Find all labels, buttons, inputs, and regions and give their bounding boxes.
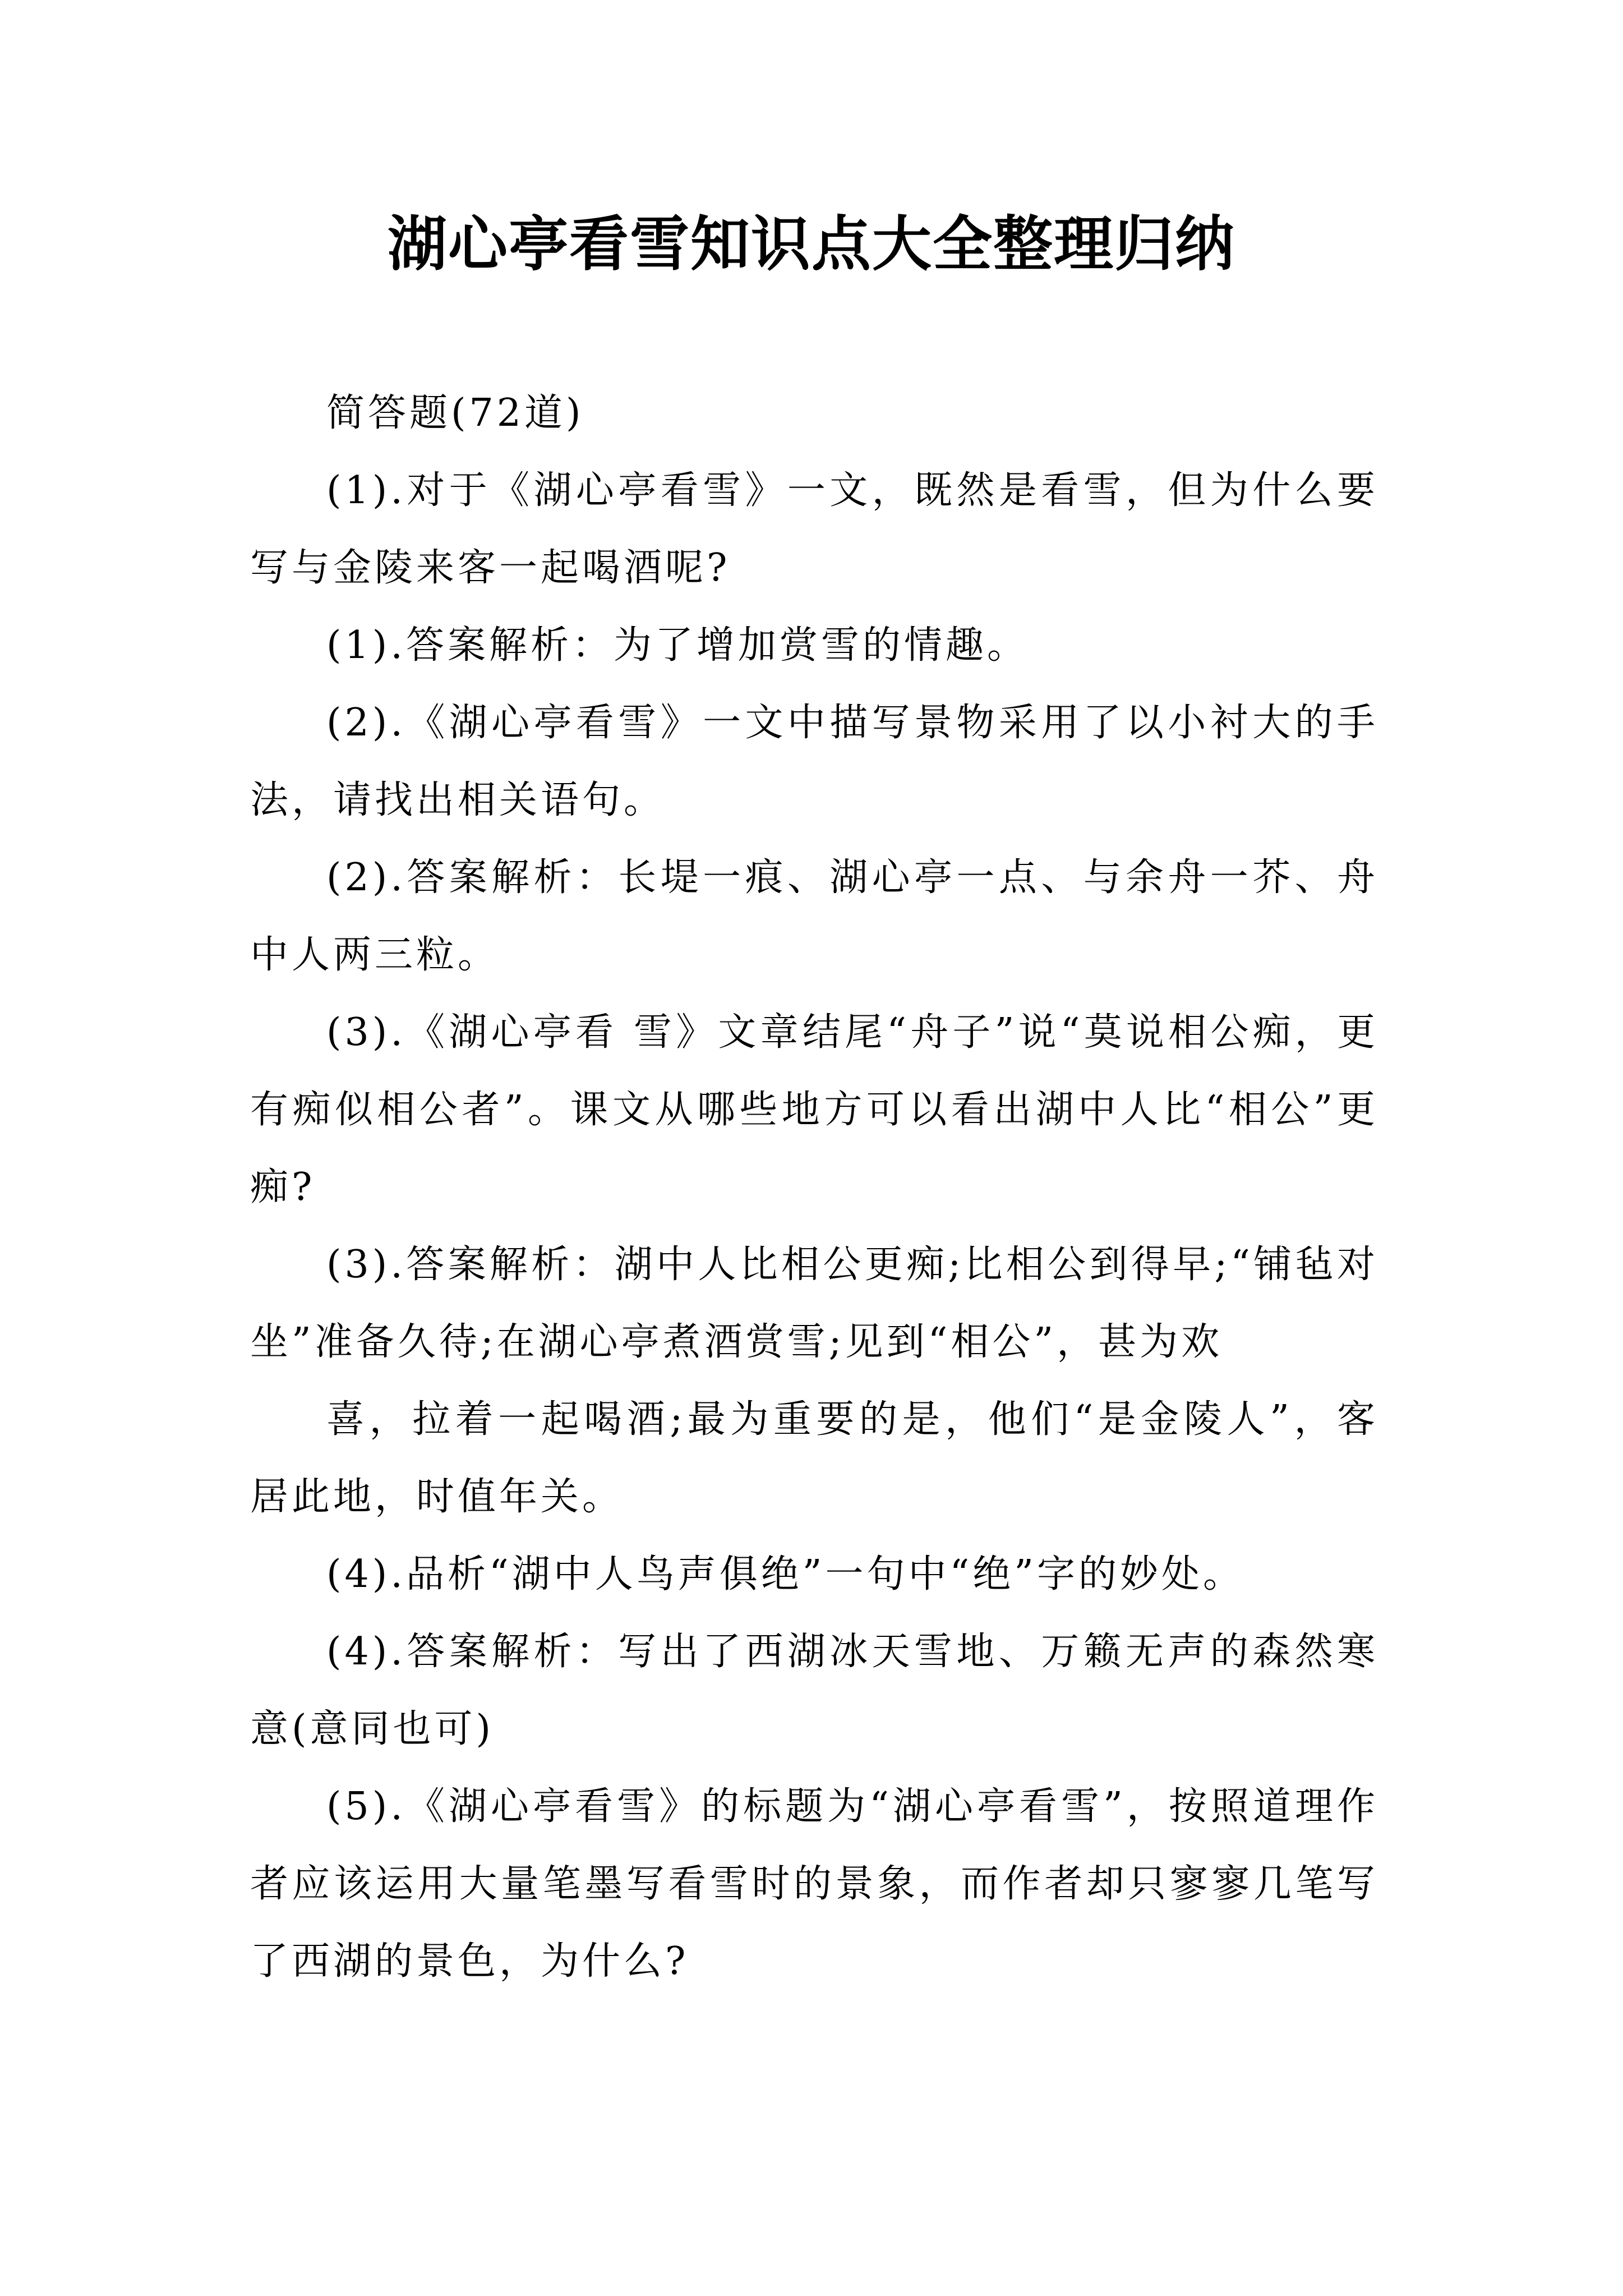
answer-paragraph: (1).答案解析：为了增加赏雪的情趣。 <box>326 623 1029 668</box>
answer-paragraph: (2).答案解析：长堤一痕、湖心亭一点、与余舟一芥、舟中人两三粒。 <box>250 855 1378 977</box>
question-paragraph: (5).《湖心亭看雪》的标题为“湖心亭看雪”，按照道理作者应该运用大量笔墨写看雪时的景象，而作者却只寥寥几笔写了西湖的景色，为什么? <box>250 1784 1378 1984</box>
answer-paragraph: (3).答案解析：湖中人比相公更痴;比相公到得早;“铺毡对坐”准备久待;在湖心亭煮酒赏雪;见到“相公”，甚为欢 <box>250 1243 1378 1364</box>
section-heading: 简答题(72道) <box>326 391 584 435</box>
question-paragraph: (1).对于《湖心亭看雪》一文，既然是看雪，但为什么要写与金陵来客一起喝酒呢? <box>250 468 1378 590</box>
document-body <box>250 375 1378 2000</box>
question-paragraph: (3).《湖心亭看 雪》文章结尾“舟子”说“莫说相公痴，更有痴似相公者”。课文从哪些地方可以看出湖中人比“相公”更痴? <box>250 1010 1378 1209</box>
document-title: 湖心亭看雪知识点大全整理归纳 <box>388 209 1235 279</box>
question-paragraph: (2).《湖心亭看雪》一文中描写景物采用了以小衬大的手法，请找出相关语句。 <box>250 701 1378 822</box>
answer-continuation-paragraph: 喜，拉着一起喝酒;最为重要的是，他们“是金陵人”，客居此地，时值年关。 <box>250 1397 1378 1519</box>
question-paragraph: (4).品析“湖中人鸟声俱绝”一句中“绝”字的妙处。 <box>326 1552 1244 1596</box>
answer-paragraph: (4).答案解析：写出了西湖冰天雪地、万籁无声的森然寒意(意同也可) <box>250 1630 1378 1751</box>
